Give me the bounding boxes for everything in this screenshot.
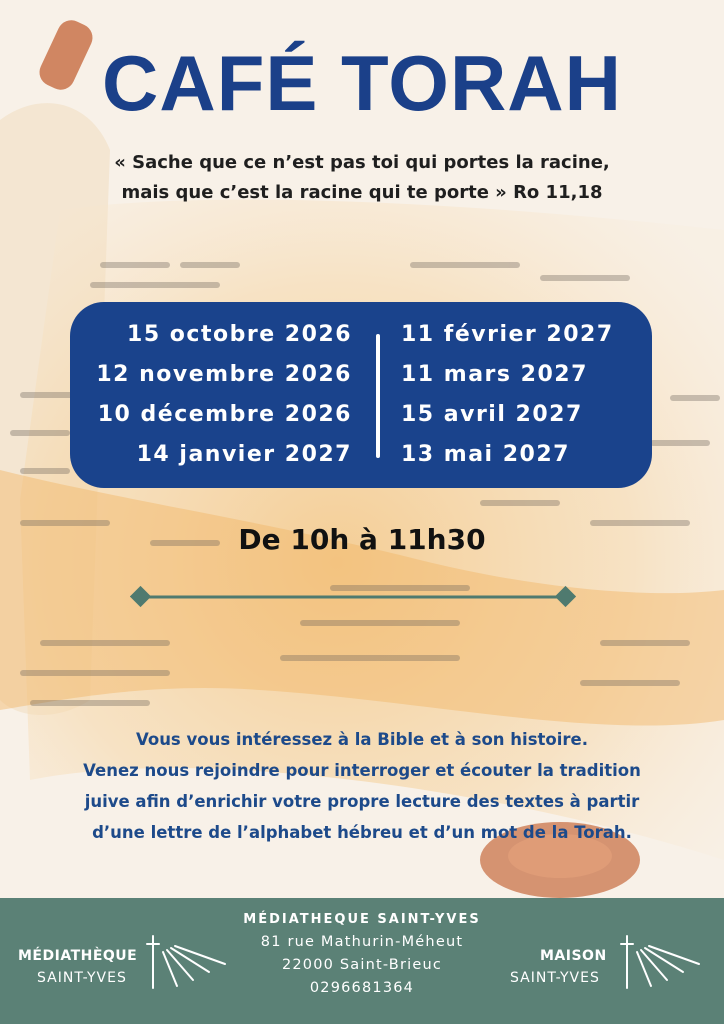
- date-item: 13 mai 2027: [401, 442, 570, 467]
- page-title: CAFÉ TORAH: [102, 39, 622, 127]
- description-line: Venez nous rejoindre pour interroger et écouter la tradition: [83, 761, 641, 780]
- description-line: d’une lettre de l’alphabet hébreu et d’un mot de la Torah.: [92, 823, 632, 842]
- date-item: 11 mars 2027: [401, 362, 588, 387]
- dates-column-right: [401, 315, 614, 475]
- logo-left-line1: MÉDIATHÈQUE: [18, 948, 138, 964]
- description-line: juive afin d’enrichir votre propre lecture des textes à partir: [84, 792, 640, 811]
- bible-quote: [40, 148, 684, 208]
- date-item: 10 décembre 2026: [97, 402, 352, 427]
- dates-column-left: [96, 315, 352, 475]
- event-description: [30, 724, 694, 848]
- session-time: De 10h à 11h30: [238, 523, 486, 556]
- date-item: 15 octobre 2026: [127, 322, 352, 347]
- address-street: 81 rue Mathurin-Méheut: [260, 934, 464, 950]
- date-item: 12 novembre 2026: [96, 362, 352, 387]
- logo-right-line1: MAISON: [540, 948, 607, 964]
- footer-band: [0, 898, 724, 1024]
- address-city: 22000 Saint-Brieuc: [281, 957, 443, 973]
- date-item: 15 avril 2027: [401, 402, 583, 427]
- quote-line: mais que c’est la racine qui te porte » Ro 11,18: [121, 182, 603, 203]
- cross-rays-icon: [617, 934, 712, 990]
- dates-panel: [70, 302, 652, 488]
- quote-line: « Sache que ce n’est pas toi qui portes la racine,: [114, 152, 610, 173]
- date-item: 14 janvier 2027: [136, 442, 352, 467]
- organizer-name: MÉDIATHEQUE SAINT-YVES: [243, 912, 481, 927]
- phone-number: 0296681364: [309, 980, 415, 996]
- cross-rays-icon: [143, 934, 238, 990]
- date-item: 11 février 2027: [401, 322, 614, 347]
- separator-line: [130, 585, 576, 609]
- logo-right-line2: SAINT-YVES: [510, 970, 600, 986]
- dates-divider: [376, 334, 380, 458]
- description-line: Vous vous intéressez à la Bible et à son histoire.: [135, 730, 588, 749]
- logo-left-line2: SAINT-YVES: [37, 970, 127, 986]
